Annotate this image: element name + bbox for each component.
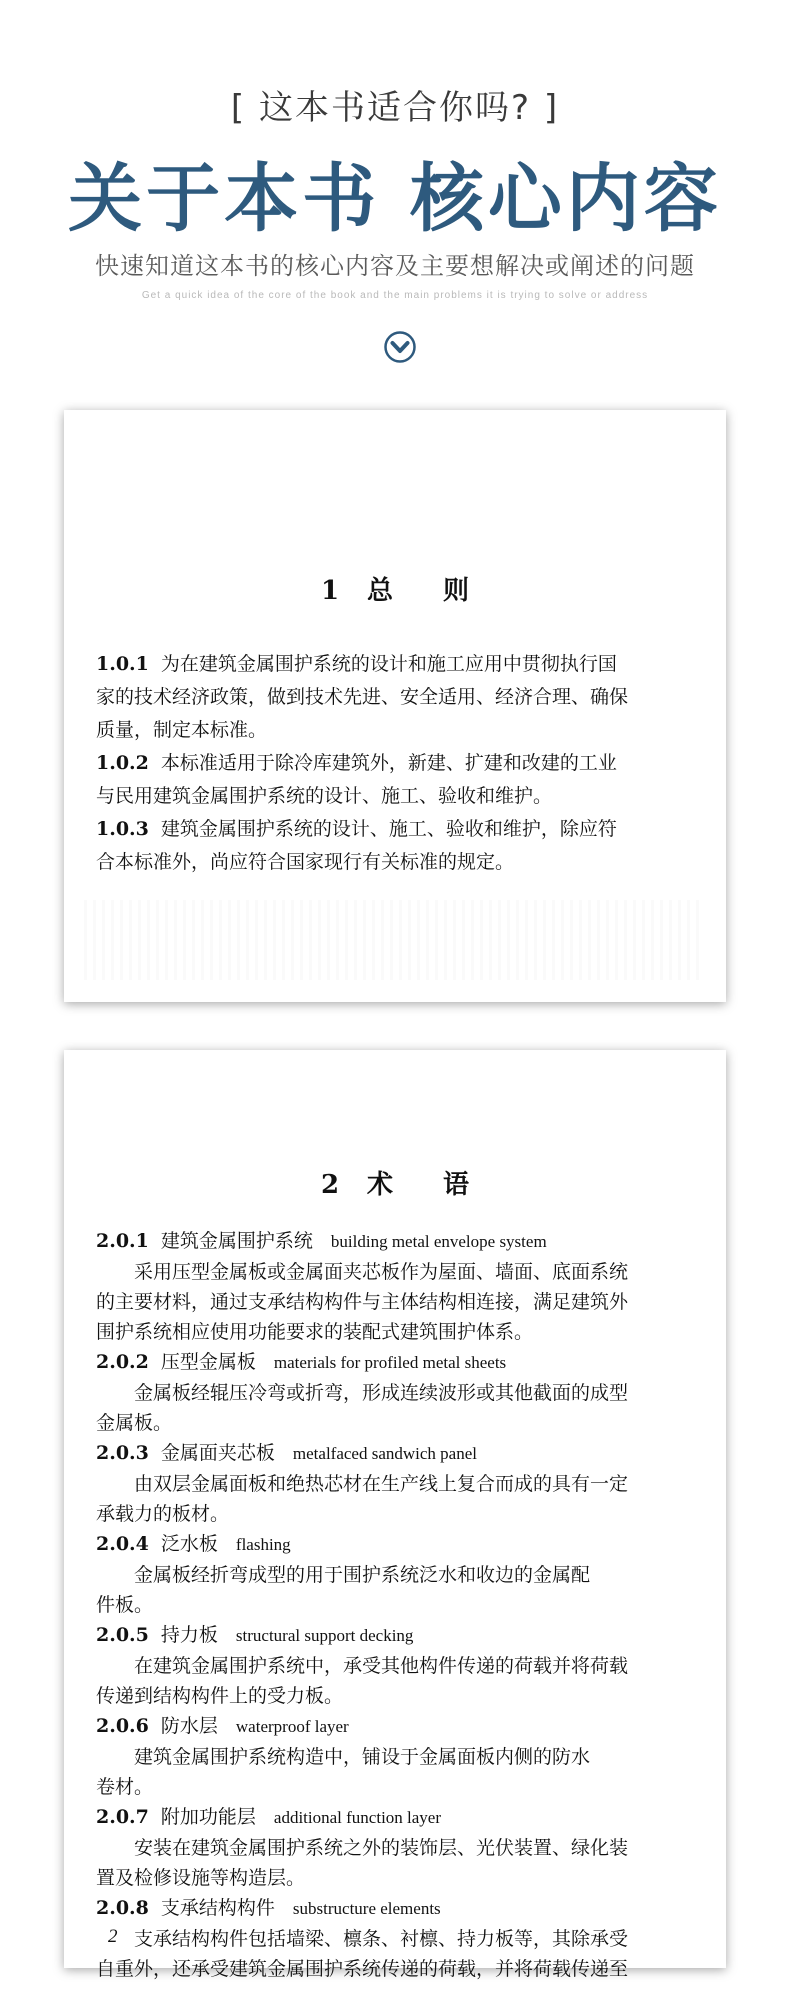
term-chinese: 建筑金属围护系统: [160, 1230, 313, 1252]
term-english: structural support decking: [235, 1626, 414, 1645]
term-number: 2.0.4: [96, 1533, 149, 1555]
term-english: waterproof layer: [235, 1717, 349, 1736]
term-chinese: 防水层: [160, 1715, 218, 1737]
term-english: additional function layer: [273, 1808, 442, 1827]
scan-texture: [84, 900, 704, 980]
term-chinese: 泛水板: [160, 1533, 218, 1555]
term-english: flashing: [235, 1535, 291, 1554]
clause-text: 为在建筑金属围护系统的设计和施工应用中贯彻执行国: [160, 653, 617, 675]
term-chinese: 压型金属板: [160, 1351, 256, 1373]
term-number: 2.0.2: [96, 1351, 149, 1373]
term-definition-line: 的主要材料，通过支承结构构件与主体结构相连接，满足建筑外: [96, 1291, 629, 1313]
term-number: 2.0.1: [96, 1230, 149, 1252]
term-definition-line: 金属板经辊压冷弯或折弯，形成连续波形或其他截面的成型: [134, 1382, 629, 1404]
term-english: building metal envelope system: [330, 1232, 547, 1251]
term-definition-line: 在建筑金属围护系统中，承受其他构件传递的荷载并将荷载: [134, 1655, 629, 1677]
chapter-number: 1: [320, 576, 340, 606]
term-definition-line: 卷材。: [96, 1776, 154, 1798]
term-definition-line: 传递到结构构件上的受力板。: [96, 1685, 344, 1707]
clause-text-line: 家的技术经济政策，做到技术先进、安全适用、经济合理、确保: [96, 686, 629, 708]
clause-number: 1.0.1: [96, 653, 149, 675]
term-definition-line: 采用压型金属板或金属面夹芯板作为屋面、墙面、底面系统: [134, 1261, 629, 1283]
term-number: 2.0.6: [96, 1715, 149, 1737]
chapter-title: [64, 1164, 726, 1201]
term-list: [96, 1226, 696, 1984]
term-chinese: 支承结构构件: [160, 1897, 275, 1919]
term-definition-line: 金属板。: [96, 1412, 173, 1434]
term-heading: [96, 1711, 696, 1742]
subtitle: 快速知道这本书的核心内容及主要想解决或阐述的问题: [95, 252, 695, 280]
term-definition-line: 自重外，还承受建筑金属围护系统传递的荷载，并将荷载传递至: [96, 1958, 629, 1980]
term-heading: [96, 1438, 696, 1469]
clause-text-line: 质量，制定本标准。: [96, 719, 268, 741]
term-heading: [96, 1620, 696, 1651]
term-english: materials for profiled metal sheets: [273, 1353, 507, 1372]
term-number: 2.0.8: [96, 1897, 149, 1919]
term-heading: [96, 1802, 696, 1833]
term-heading: [96, 1226, 696, 1257]
term-heading: [96, 1347, 696, 1378]
chevron-down-circle-icon[interactable]: [383, 330, 417, 364]
term-definition-line: 支承结构构件包括墙梁、檩条、衬檩、持力板等，其除承受: [134, 1928, 629, 1950]
page-number: 2: [108, 1926, 118, 1947]
clause-number: 1.0.2: [96, 752, 149, 774]
main-title: 关于本书 核心内容: [68, 156, 722, 242]
clause-number: 1.0.3: [96, 818, 149, 840]
tagline: [ 这本书适合你吗? ]: [230, 88, 560, 128]
chapter-title-char-2: 语: [443, 1170, 470, 1200]
clause-text: 本标准适用于除冷库建筑外，新建、扩建和改建的工业: [160, 752, 617, 774]
clause-item: [96, 648, 696, 681]
book-page-general-provisions: [64, 410, 726, 1002]
term-definition-line: 由双层金属面板和绝热芯材在生产线上复合而成的具有一定: [134, 1473, 629, 1495]
subtitle-english: Get a quick idea of the core of the book and the main problems it is trying to solve or address: [141, 290, 649, 301]
term-definition-line: 金属板经折弯成型的用于围护系统泛水和收边的金属配: [134, 1564, 591, 1586]
chapter-title-char-1: 术: [367, 1170, 394, 1200]
chapter-title: [64, 570, 726, 607]
term-definition-line: 建筑金属围护系统构造中，铺设于金属面板内侧的防水: [134, 1746, 591, 1768]
term-english: substructure elements: [292, 1899, 441, 1918]
term-definition-line: 件板。: [96, 1594, 154, 1616]
clause-list: [96, 648, 696, 879]
clause-text-line: 合本标准外，尚应符合国家现行有关标准的规定。: [96, 851, 515, 873]
term-heading: [96, 1529, 696, 1560]
term-definition-line: 安装在建筑金属围护系统之外的装饰层、光伏装置、绿化装: [134, 1837, 629, 1859]
term-definition-line: 围护系统相应使用功能要求的装配式建筑围护体系。: [96, 1321, 534, 1343]
clause-text-line: 与民用建筑金属围护系统的设计、施工、验收和维护。: [96, 785, 553, 807]
term-number: 2.0.5: [96, 1624, 149, 1646]
term-chinese: 持力板: [160, 1624, 218, 1646]
clause-text: 建筑金属围护系统的设计、施工、验收和维护，除应符: [160, 818, 617, 840]
term-number: 2.0.7: [96, 1806, 149, 1828]
clause-item: [96, 813, 696, 846]
intro-header: [0, 0, 790, 400]
term-chinese: 附加功能层: [160, 1806, 256, 1828]
term-definition-line: 置及检修设施等构造层。: [96, 1867, 306, 1889]
clause-item: [96, 747, 696, 780]
chapter-number: 2: [320, 1170, 340, 1200]
term-number: 2.0.3: [96, 1442, 149, 1464]
term-english: metalfaced sandwich panel: [292, 1444, 477, 1463]
term-chinese: 金属面夹芯板: [160, 1442, 275, 1464]
chapter-title-char-2: 则: [443, 576, 470, 606]
book-page-terms: [64, 1050, 726, 1980]
term-definition-line: 承载力的板材。: [96, 1503, 230, 1525]
term-heading: [96, 1893, 696, 1924]
chapter-title-char-1: 总: [367, 576, 394, 606]
